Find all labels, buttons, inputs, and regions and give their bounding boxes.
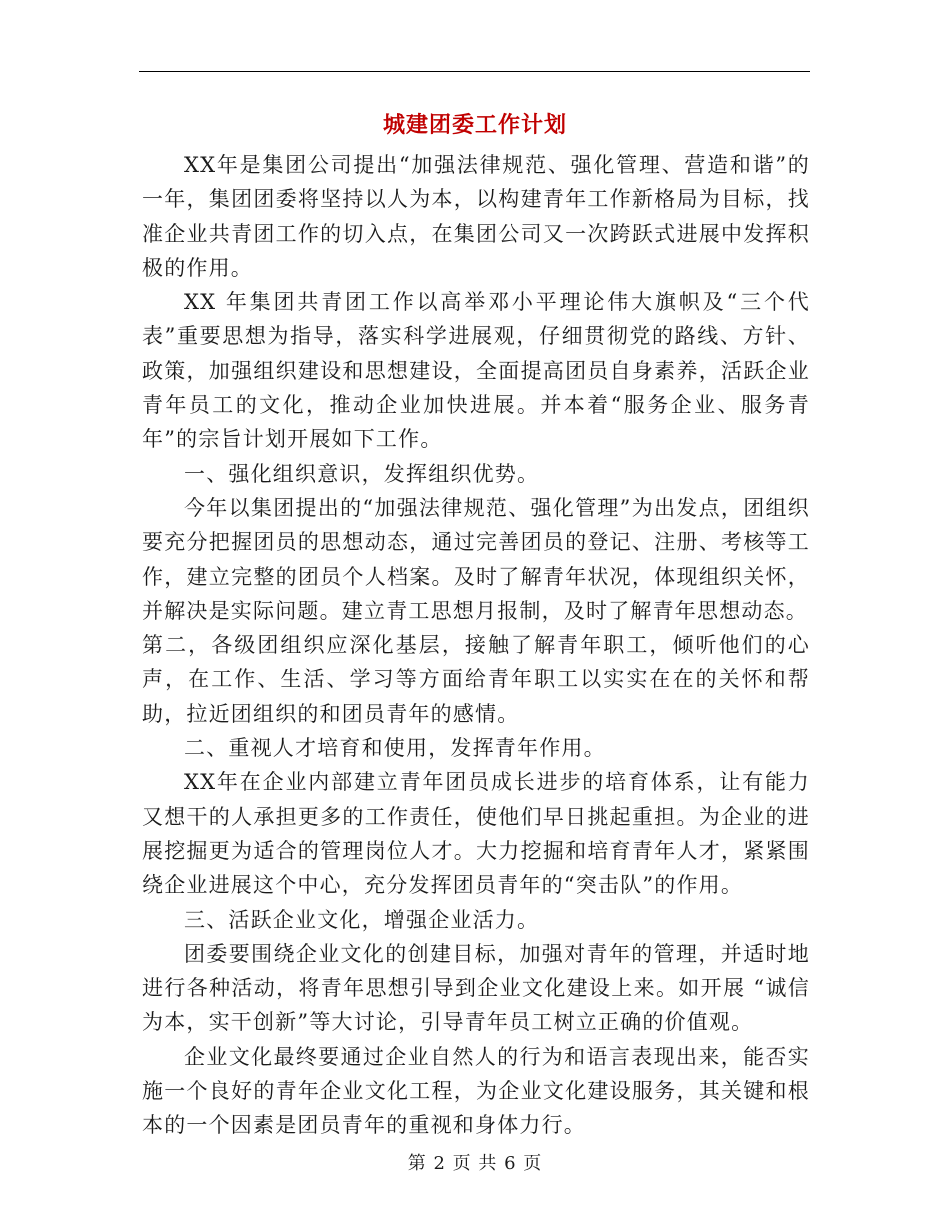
document-title: 城建团委工作计划 — [382, 112, 567, 138]
paragraph-guiding-thought: XX 年集团共青团工作以高举邓小平理论伟大旗帜及“三个代表”重要思想为指导，落实科学进展观，仔细贯彻党的路线、方针、政策，加强组织建设和思想建设，全面提高团员自身素养，活跃企业青年员工的文化，推动企业加快进展。并本着“服务企业、服务青年”的宗旨计划开展如下工作。 — [142, 290, 810, 452]
page-number: 第 2 页 共 6 页 — [407, 1153, 543, 1174]
paragraph-talent: XX年在企业内部建立青年团员成长进步的培育体系，让有能力又想干的人承担更多的工作责任，使他们早日挑起重担。为企业的进展挖掘更为适合的管理岗位人才。大力挖掘和培育青年人才，紧紧围绕企业进展这个中心，充分发挥团员青年的“突击队”的作用。 — [142, 770, 810, 898]
section-heading-1: 一、强化组织意识，发挥组织优势。 — [184, 461, 540, 486]
header-rule — [139, 71, 810, 72]
paragraph-organization: 今年以集团提出的“加强法律规范、强化管理”为出发点，团组织要充分把握团员的思想动态，通过完善团员的登记、注册、考核等工作，建立完整的团员个人档案。及时了解青年状况，体现组织关怀，并解决是实际问题。建立青工思想月报制，及时了解青年思想动态。 — [142, 495, 810, 623]
document-body — [142, 148, 810, 1143]
section-heading-2: 二、重视人才培育和使用，发挥青年作用。 — [184, 736, 606, 761]
paragraph-intro: XX年是集团公司提出“加强法律规范、强化管理、营造和谐”的一年，集团团委将坚持以人为本，以构建青年工作新格局为目标，找准企业共青团工作的切入点，在集团公司又一次跨跃式进展中发挥积极的作用。 — [142, 153, 810, 280]
paragraph-culture: 团委要围绕企业文化的创建目标，加强对青年的管理，并适时地进行各种活动，将青年思想引导到企业文化建设上来。如开展 “诚信为本，实干创新”等大讨论，引导青年员工树立正确的价值观。 — [142, 941, 810, 1035]
paragraph-culture-project: 企业文化最终要通过企业自然人的行为和语言表现出来，能否实施一个良好的青年企业文化工程，为企业文化建设服务，其关键和根本的一个因素是团员青年的重视和身体力行。 — [142, 1044, 810, 1138]
paragraph-grassroots: 第二，各级团组织应深化基层，接触了解青年职工，倾听他们的心声，在工作、生活、学习等方面给青年职工以实实在在的关怀和帮助，拉近团组织的和团员青年的感情。 — [142, 633, 810, 726]
section-heading-3: 三、活跃企业文化，增强企业活力。 — [184, 907, 540, 932]
